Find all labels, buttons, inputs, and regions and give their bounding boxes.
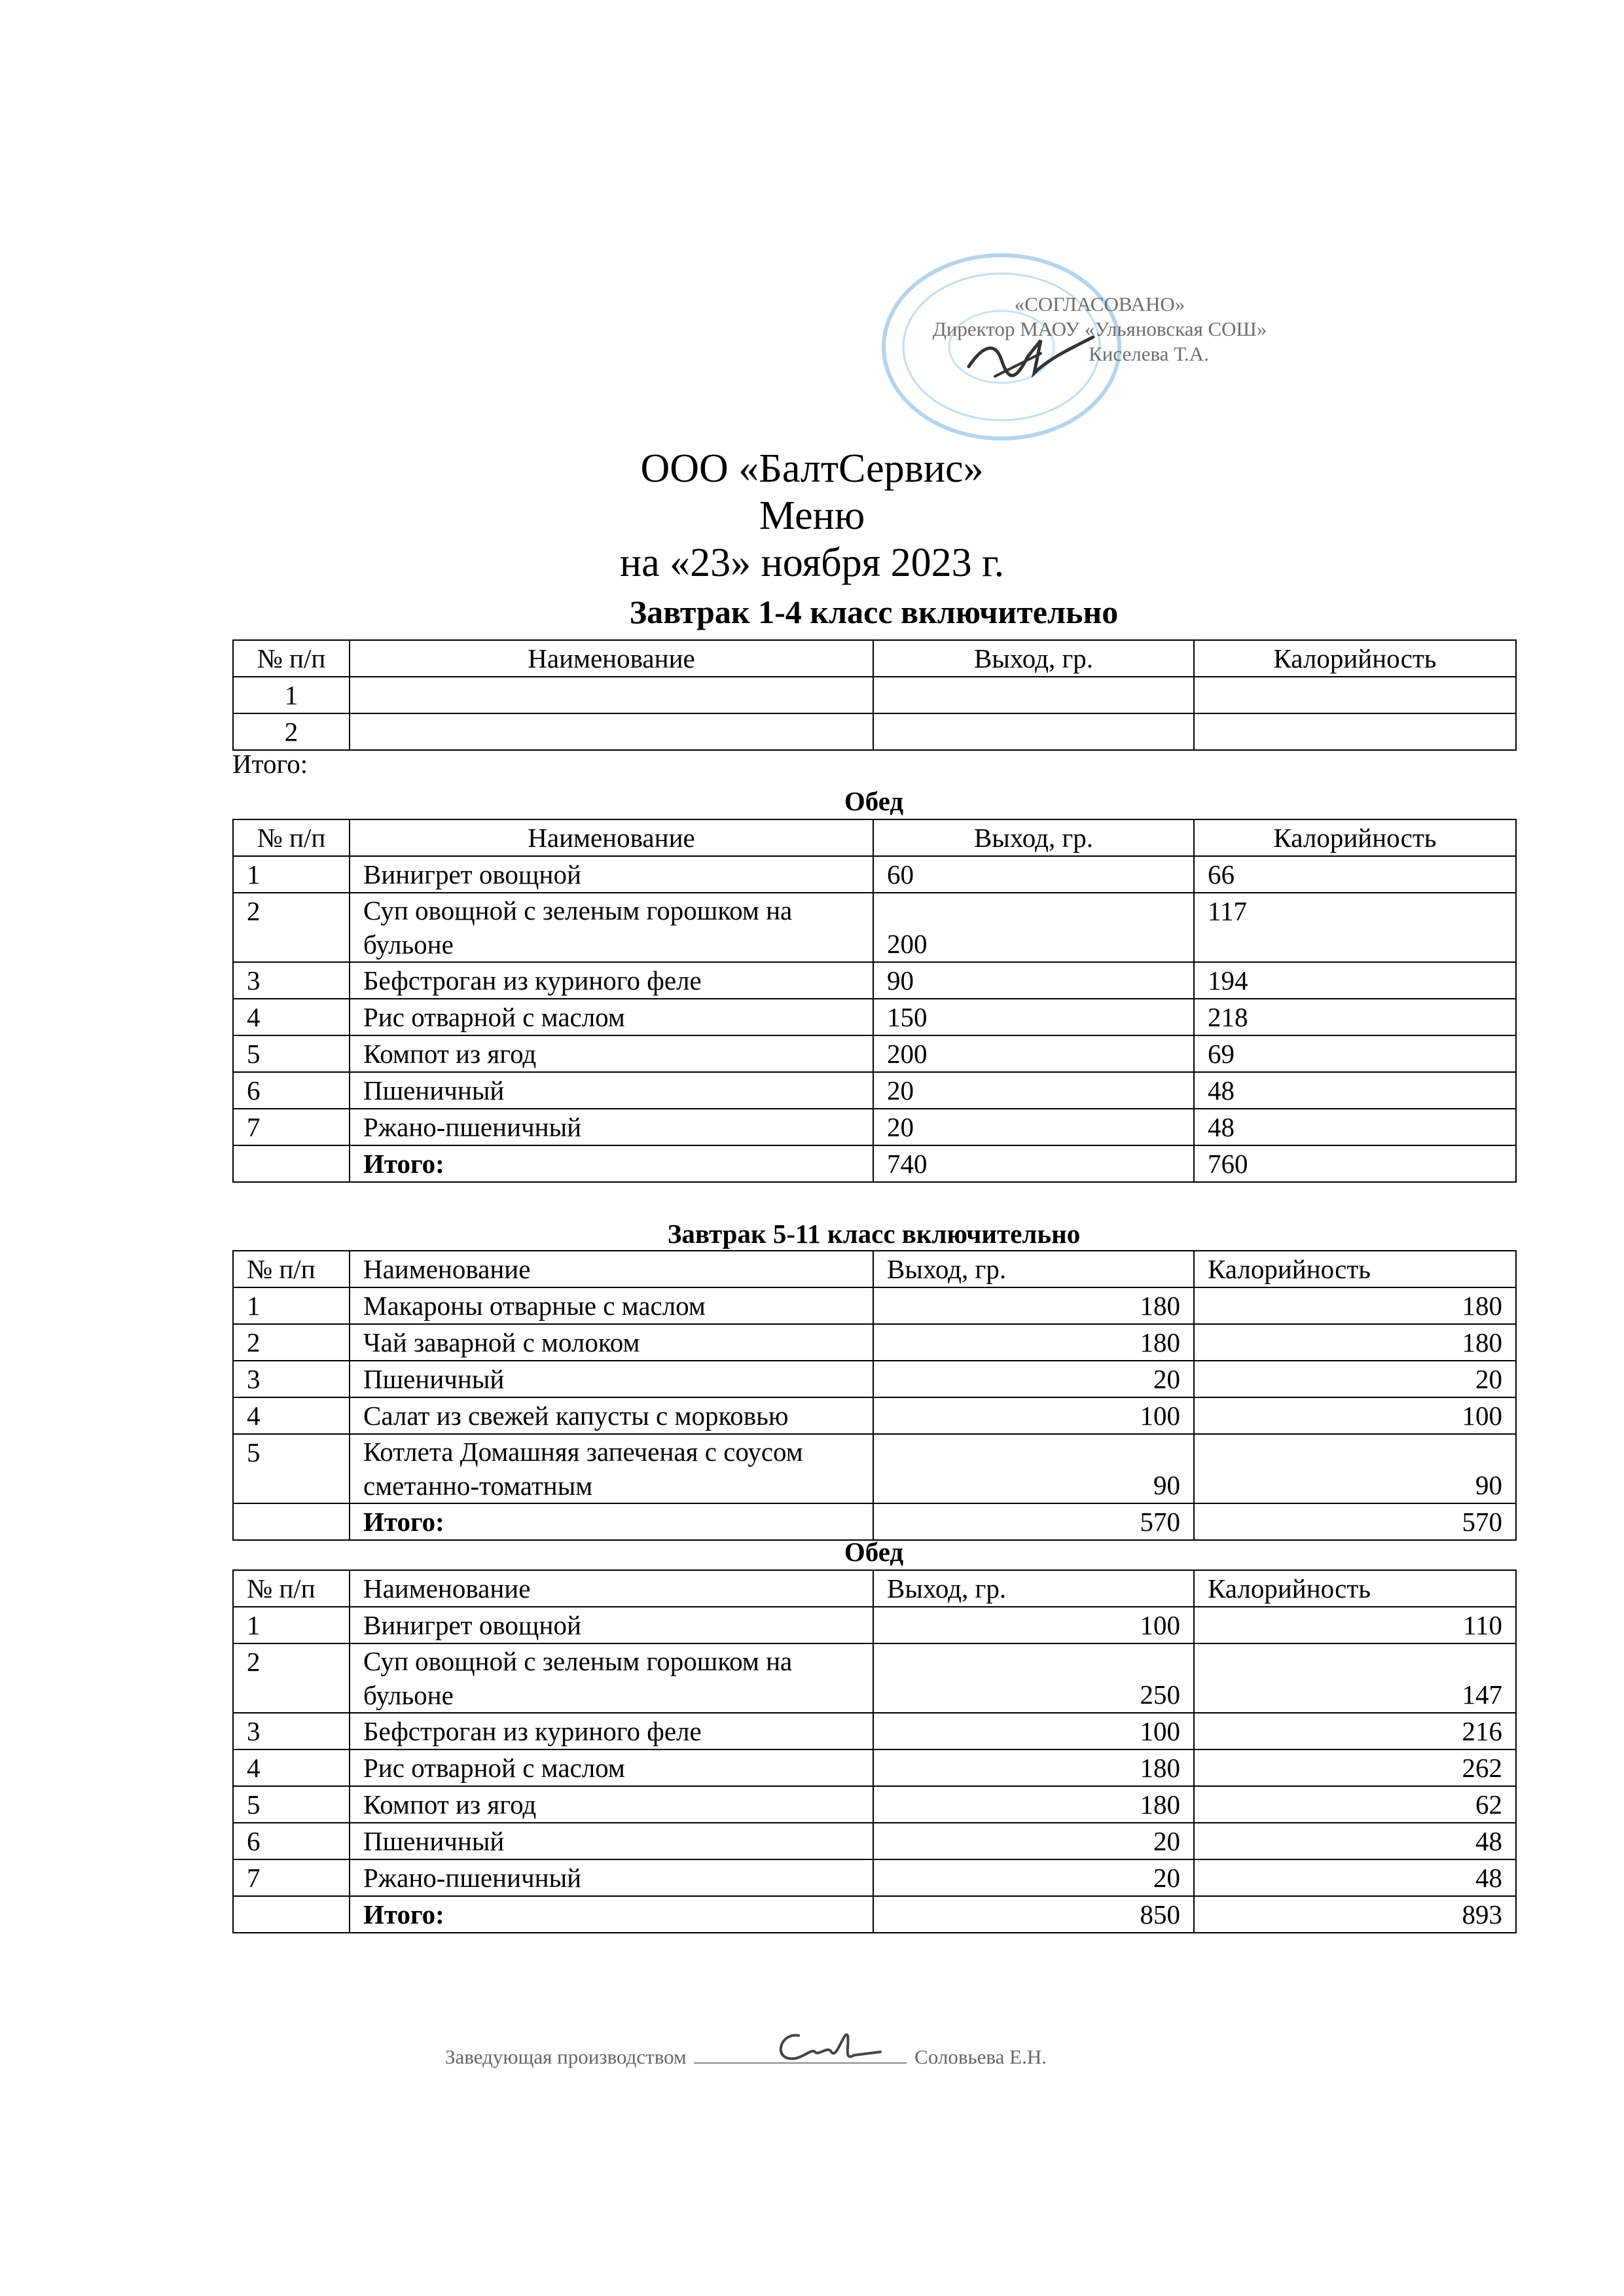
total-cal: 893 [1194, 1896, 1516, 1933]
row-weight: 20 [873, 1109, 1194, 1145]
junior-breakfast-title: Завтрак 1-4 класс включительно [629, 594, 1119, 630]
table-row [233, 1643, 1516, 1713]
row-weight: 20 [873, 1859, 1194, 1896]
row-num: 5 [233, 1434, 350, 1503]
col-name-header: Наименование [350, 1251, 873, 1287]
row-num: 5 [233, 1786, 350, 1823]
col-cal-header: Калорийность [1194, 1251, 1516, 1287]
table-total-row [233, 1503, 1516, 1540]
row-cal [1194, 677, 1516, 713]
row-name: Компот из ягод [350, 1035, 873, 1072]
row-num: 6 [233, 1823, 350, 1859]
table-row [233, 893, 1516, 962]
row-num: 2 [233, 1324, 350, 1361]
footer-name: Соловьева Е.Н. [914, 2045, 1047, 2068]
total-weight: 740 [873, 1145, 1194, 1182]
total-weight: 570 [873, 1503, 1194, 1540]
row-num: 2 [233, 713, 350, 750]
row-name: Ржано-пшеничный [350, 1109, 873, 1145]
table-header-row [233, 819, 1516, 856]
junior-lunch-title: Обед [844, 786, 904, 816]
col-name-header: Наименование [350, 819, 873, 856]
table-row [233, 1072, 1516, 1109]
row-cal: 180 [1194, 1324, 1516, 1361]
table-header-row [233, 1251, 1516, 1287]
row-name: Суп овощной с зеленым горошком на бульоне [350, 893, 873, 962]
director-signature [956, 321, 1106, 393]
row-num: 4 [233, 999, 350, 1035]
row-cal: 48 [1194, 1823, 1516, 1859]
table-row [233, 1749, 1516, 1786]
row-num: 7 [233, 1109, 350, 1145]
table-row [233, 999, 1516, 1035]
org-name: ООО «БалтСервис» [640, 446, 984, 491]
row-cal: 194 [1194, 962, 1516, 999]
senior-breakfast-table [232, 1250, 1517, 1541]
table-header-row [233, 1570, 1516, 1607]
col-cal-header: Калорийность [1194, 1570, 1516, 1607]
approval-title: «СОГЛАСОВАНО» [1014, 293, 1185, 315]
col-cal-header: Калорийность [1194, 640, 1516, 677]
row-name: Рис отварной с маслом [350, 999, 873, 1035]
table-row [233, 1287, 1516, 1324]
row-name: Салат из свежей капусты с морковью [350, 1397, 873, 1434]
total-cal: 570 [1194, 1503, 1516, 1540]
junior-lunch-table [232, 819, 1517, 1183]
row-cal: 180 [1194, 1287, 1516, 1324]
row-cal: 147 [1194, 1643, 1516, 1713]
row-num: 3 [233, 1361, 350, 1397]
document-title: Меню [759, 493, 865, 538]
total-label: Итого: [350, 1896, 873, 1933]
row-cal: 48 [1194, 1859, 1516, 1896]
approval-signer: Киселева Т.А. [1089, 342, 1209, 365]
row-weight: 180 [873, 1324, 1194, 1361]
row-cal [1194, 713, 1516, 750]
table-row [233, 1713, 1516, 1749]
row-num: 2 [233, 893, 350, 962]
table-row [233, 1035, 1516, 1072]
footer-role: Заведующая производством [445, 2045, 687, 2068]
total-label: Итого: [350, 1145, 873, 1182]
row-cal: 117 [1194, 893, 1516, 962]
table-row [233, 1859, 1516, 1896]
table-header-row [233, 640, 1516, 677]
row-num: 3 [233, 962, 350, 999]
table-total-row [233, 1896, 1516, 1933]
col-num-header: № п/п [233, 819, 350, 856]
total-empty-cell [233, 1896, 350, 1933]
total-empty-cell [233, 1145, 350, 1182]
row-cal: 100 [1194, 1397, 1516, 1434]
senior-lunch-table [232, 1570, 1517, 1933]
row-weight [873, 713, 1194, 750]
table-row [233, 713, 1516, 750]
table-row [233, 677, 1516, 713]
table-row [233, 962, 1516, 999]
row-weight: 180 [873, 1287, 1194, 1324]
row-cal: 218 [1194, 999, 1516, 1035]
table-row [233, 1361, 1516, 1397]
row-weight: 90 [873, 962, 1194, 999]
row-weight: 60 [873, 856, 1194, 893]
col-cal-header: Калорийность [1194, 819, 1516, 856]
row-cal: 216 [1194, 1713, 1516, 1749]
row-num: 7 [233, 1859, 350, 1896]
row-weight: 100 [873, 1713, 1194, 1749]
table-row [233, 856, 1516, 893]
row-name: Котлета Домашняя запеченая с соусом сметанно-томатным [350, 1434, 873, 1503]
row-weight: 20 [873, 1072, 1194, 1109]
junior-breakfast-table [232, 639, 1517, 751]
row-cal: 69 [1194, 1035, 1516, 1072]
row-name: Ржано-пшеничный [350, 1859, 873, 1896]
row-weight: 180 [873, 1749, 1194, 1786]
table-row [233, 1434, 1516, 1503]
row-num: 2 [233, 1643, 350, 1713]
row-cal: 48 [1194, 1109, 1516, 1145]
row-name: Рис отварной с маслом [350, 1749, 873, 1786]
row-num: 1 [233, 677, 350, 713]
row-num: 4 [233, 1397, 350, 1434]
row-cal: 110 [1194, 1607, 1516, 1643]
col-num-header: № п/п [233, 1570, 350, 1607]
row-name [350, 677, 873, 713]
row-weight: 100 [873, 1607, 1194, 1643]
row-weight: 100 [873, 1397, 1194, 1434]
row-weight [873, 677, 1194, 713]
col-name-header: Наименование [350, 640, 873, 677]
row-weight: 250 [873, 1643, 1194, 1713]
row-name: Пшеничный [350, 1361, 873, 1397]
table-row [233, 1823, 1516, 1859]
row-num: 1 [233, 1607, 350, 1643]
col-weight-header: Выход, гр. [873, 1251, 1194, 1287]
col-weight-header: Выход, гр. [873, 1570, 1194, 1607]
row-name: Пшеничный [350, 1072, 873, 1109]
row-cal: 66 [1194, 856, 1516, 893]
row-num: 4 [233, 1749, 350, 1786]
row-name: Чай заварной с молоком [350, 1324, 873, 1361]
table-row [233, 1397, 1516, 1434]
table-row [233, 1109, 1516, 1145]
row-weight: 20 [873, 1823, 1194, 1859]
col-weight-header: Выход, гр. [873, 819, 1194, 856]
row-name: Бефстроган из куриного феле [350, 962, 873, 999]
row-cal: 48 [1194, 1072, 1516, 1109]
senior-lunch-title: Обед [844, 1537, 904, 1567]
total-empty-cell [233, 1503, 350, 1540]
col-weight-header: Выход, гр. [873, 640, 1194, 677]
row-cal: 62 [1194, 1786, 1516, 1823]
total-cal: 760 [1194, 1145, 1516, 1182]
row-weight: 150 [873, 999, 1194, 1035]
row-weight: 200 [873, 893, 1194, 962]
row-name: Макароны отварные с маслом [350, 1287, 873, 1324]
row-name: Бефстроган из куриного феле [350, 1713, 873, 1749]
row-name: Компот из ягод [350, 1786, 873, 1823]
row-cal: 20 [1194, 1361, 1516, 1397]
table-row [233, 1324, 1516, 1361]
row-name: Винигрет овощной [350, 1607, 873, 1643]
senior-breakfast-title: Завтрак 5-11 класс включительно [667, 1219, 1081, 1249]
row-num: 1 [233, 856, 350, 893]
row-weight: 20 [873, 1361, 1194, 1397]
row-cal: 90 [1194, 1434, 1516, 1503]
table-total-row [233, 1145, 1516, 1182]
row-name: Пшеничный [350, 1823, 873, 1859]
row-weight: 90 [873, 1434, 1194, 1503]
col-name-header: Наименование [350, 1570, 873, 1607]
row-num: 5 [233, 1035, 350, 1072]
approval-position: Директор МАОУ «Ульяновская СОШ» [932, 317, 1267, 340]
table-row [233, 1786, 1516, 1823]
footer-signature-line [445, 2045, 1047, 2069]
row-num: 3 [233, 1713, 350, 1749]
row-weight: 180 [873, 1786, 1194, 1823]
row-num: 1 [233, 1287, 350, 1324]
col-num-header: № п/п [233, 1251, 350, 1287]
row-cal: 262 [1194, 1749, 1516, 1786]
row-name: Суп овощной с зеленым горошком на бульоне [350, 1643, 873, 1713]
production-manager-signature [766, 2016, 890, 2075]
row-num: 6 [233, 1072, 350, 1109]
col-num-header: № п/п [233, 640, 350, 677]
menu-date: на «23» ноября 2023 г. [619, 541, 1005, 585]
row-weight: 200 [873, 1035, 1194, 1072]
total-weight: 850 [873, 1896, 1194, 1933]
junior-breakfast-total-label: Итого: [232, 749, 308, 779]
table-row [233, 1607, 1516, 1643]
row-name: Винигрет овощной [350, 856, 873, 893]
row-name [350, 713, 873, 750]
total-label: Итого: [350, 1503, 873, 1540]
